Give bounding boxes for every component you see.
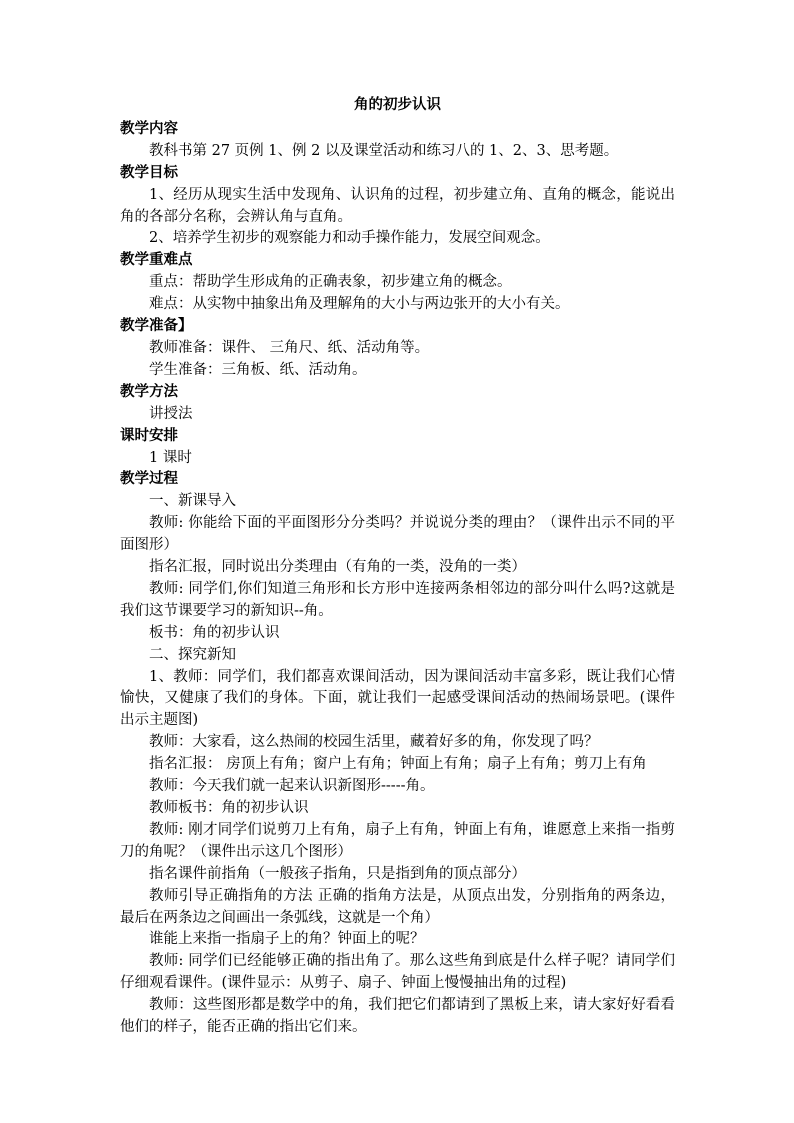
document-section bbox=[120, 119, 675, 163]
section-heading: 教学过程 bbox=[120, 471, 178, 488]
document-section bbox=[120, 316, 675, 382]
section-paragraph: 教师引导正确指角的方法 正确的指角方法是，从顶点出发，分别指角的两条边，最后在两条边之间画出一条弧线，这就是一个角） bbox=[120, 887, 675, 926]
section-paragraph: 指名课件前指角（一般孩子指角，只是指到角的顶点部分） bbox=[149, 865, 526, 882]
document-title: 角的初步认识 bbox=[354, 97, 441, 113]
section-heading: 教学内容 bbox=[120, 120, 178, 137]
section-heading: 教学方法 bbox=[120, 383, 178, 400]
section-heading: 教学重难点 bbox=[120, 252, 193, 269]
section-heading: 课时安排 bbox=[120, 427, 178, 444]
section-paragraph: 教师: 同学们已经能够正确的指出角了。那么这些角到底是什么样子呢？请同学们仔细观看课件。(课件显示：从剪子、扇子、钟面上慢慢抽出角的过程) bbox=[120, 953, 675, 992]
section-paragraph: 一、新课导入 bbox=[149, 493, 236, 510]
section-paragraph: 讲授法 bbox=[149, 405, 193, 422]
section-paragraph: 教师板书：角的初步认识 bbox=[149, 800, 309, 816]
section-paragraph: 1 课时 bbox=[149, 449, 192, 466]
section-paragraph: 重点：帮助学生形成角的正确表象，初步建立角的概念。 bbox=[149, 274, 512, 291]
section-paragraph: 二、探究新知 bbox=[149, 646, 236, 663]
document-sections bbox=[120, 119, 675, 1039]
section-paragraph: 谁能上来指一指扇子上的角？钟面上的呢？ bbox=[149, 931, 425, 948]
section-paragraph: 难点：从实物中抽象出角及理解角的大小与两边张开的大小有关。 bbox=[149, 296, 570, 313]
section-paragraph: 指名汇报，同时说出分类理由（有角的一类，没角的一类） bbox=[149, 559, 526, 576]
section-paragraph: 教师: 你能给下面的平面图形分分类吗？并说说分类的理由？（课件出示不同的平面图形） bbox=[120, 515, 675, 554]
section-paragraph: 1、教师：同学们，我们都喜欢课间活动，因为课间活动丰富多彩，既让我们心情愉快，又健康了我们的身体。下面，就让我们一起感受课间活动的热闹场景吧。(课件出示主题图) bbox=[120, 668, 675, 729]
section-paragraph: 教师: 刚才同学们说剪刀上有角，扇子上有角，钟面上有角，谁愿意上来指一指剪刀的角呢？（课件出示这几个图形） bbox=[120, 821, 675, 860]
document-body bbox=[120, 95, 675, 1039]
section-paragraph: 教师：大家看，这么热闹的校园生活里，藏着好多的角，你发现了吗？ bbox=[149, 734, 599, 751]
section-paragraph: 教师准备：课件、 三角尺、纸、活动角等。 bbox=[149, 339, 430, 356]
document-section bbox=[120, 426, 675, 470]
section-paragraph: 教师：这些图形都是数学中的角，我们把它们都请到了黑板上来，请大家好好看看他们的样子，能否正确的指出它们来。 bbox=[120, 997, 675, 1036]
section-paragraph: 教师：今天我们就一起来认识新图形-----角。 bbox=[149, 778, 435, 795]
document-section bbox=[120, 250, 675, 316]
section-paragraph: 教师: 同学们,你们知道三角形和长方形中连接两条相邻边的部分叫什么吗?这就是我们这节课要学习的新知识--角。 bbox=[120, 580, 675, 619]
document-section bbox=[120, 163, 675, 251]
section-paragraph: 教科书第 27 页例 1、例 2 以及课堂活动和练习八的 1、2、3、思考题。 bbox=[149, 142, 619, 159]
document-section bbox=[120, 382, 675, 426]
section-paragraph: 板书：角的初步认识 bbox=[149, 624, 280, 641]
section-paragraph: 1、经历从现实生活中发现角、认识角的过程，初步建立角、直角的概念，能说出角的各部分名称，会辨认角与直角。 bbox=[120, 186, 675, 225]
section-paragraph: 指名汇报： 房顶上有角；窗户上有角；钟面上有角；扇子上有角；剪刀上有角 bbox=[149, 756, 647, 773]
section-heading: 教学准备】 bbox=[120, 318, 193, 335]
section-paragraph: 2、培养学生初步的观察能力和动手操作能力，发展空间观念。 bbox=[149, 230, 550, 247]
document-section bbox=[120, 469, 675, 1039]
section-heading: 教学目标 bbox=[120, 164, 178, 181]
section-paragraph: 学生准备：三角板、纸、活动角。 bbox=[149, 361, 367, 378]
